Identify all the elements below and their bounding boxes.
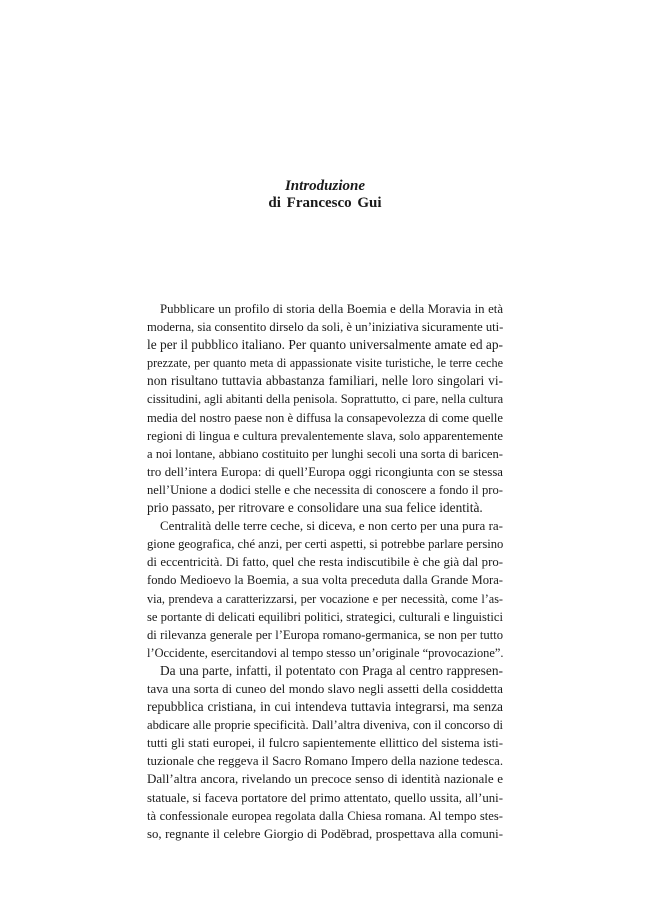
text-line: Centralità delle terre ceche, si diceva, e non certo per una pura ra- [160,518,503,534]
chapter-title: Introduzione [284,178,366,194]
text-line: Da una parte, infatti, il potentato con Praga al centro rappresen- [160,662,503,678]
text-line: statuale, si faceva portatore del primo attentato, quello ussita, all’uni- [147,790,503,805]
text-line: di rilevanza generale per l’Europa romano-germanica, se non per tutto [147,627,503,642]
text-line: moderna, sia consentito dirselo da soli, è un’iniziativa sicuramente uti- [147,320,504,335]
text-line: fondo Medioevo la Boemia, a sua volta preceduta dalla Grande Mora- [147,573,503,588]
text-line: le per il pubblico italiano. Per quanto universalmente amate ed ap- [147,337,503,353]
text-line: non risultano tuttavia abbastanza familiari, nelle loro singolari vi- [147,373,503,389]
text-line: nell’Unione a dodici stelle e che necessita di conoscere a fondo il pro- [147,482,503,497]
text-line: Pubblicare un profilo di storia della Boemia e della Moravia in età [160,302,503,316]
text-line: l’Occidente, esercitandovi al tempo stesso un’originale “provocazione”. [147,645,504,660]
text-line: media del nostro paese non è diffusa la consapevolezza di come quelle [147,410,503,425]
text-line: prio passato, per ritrovare e consolidare una sua felice identità. [147,500,483,516]
text-line: Dall’altra ancora, rivelando un precoce senso di identità nazionale e [147,771,503,787]
text-line: repubblica cristiana, in cui intendeva tuttavia integrarsi, ma senza [147,699,503,715]
text-line: tà confessionale europea regolata dalla Chiesa romana. Al tempo stes- [147,808,503,823]
text-line: tuzionale che reggeva il Sacro Romano Impero della nazione tedesca. [147,754,504,769]
text-line: se portante di delicati equilibri politici, strategici, culturali e linguistici [147,609,503,624]
text-line: regioni di lingua e cultura prevalentemente slava, solo apparentemente [147,428,503,443]
text-line: via, prendeva a caratterizzarsi, per vocazione e per necessità, come l’as- [147,591,503,606]
text-line: prezzate, per quanto meta di appassionate visite turistiche, le terre ceche [147,356,503,371]
text-line: tro dell’intera Europa: di quell’Europa oggi ricongiunta con se stessa [147,464,503,479]
text-line: gione geografica, ché anzi, per certi aspetti, si potrebbe parlare persino [147,537,504,552]
text-line: cissitudini, agli abitanti della penisola. Soprattutto, ci pare, nella cultura [147,392,504,407]
chapter-author: di Francesco Gui [268,195,382,211]
text-line: so, regnante il celebre Giorgio di Poděbrad, prospettava alla comuni- [147,826,503,841]
body-text [147,300,503,843]
text-line: tava una sorta di cuneo del mondo slavo negli assetti della cosiddetta [147,681,503,696]
text-line: di eccentricità. Di fatto, quel che resta indiscutibile è che già dal pro- [147,555,503,570]
text-line: a noi lontane, abbiano costituito per lunghi secoli una sorta di baricen- [147,446,503,461]
text-line: abdicare alle proprie specificità. Dall’altra diveniva, con il concorso di [147,718,503,733]
text-line: tutti gli stati europei, il fulcro sapientemente ellittico del sistema isti- [147,736,503,751]
